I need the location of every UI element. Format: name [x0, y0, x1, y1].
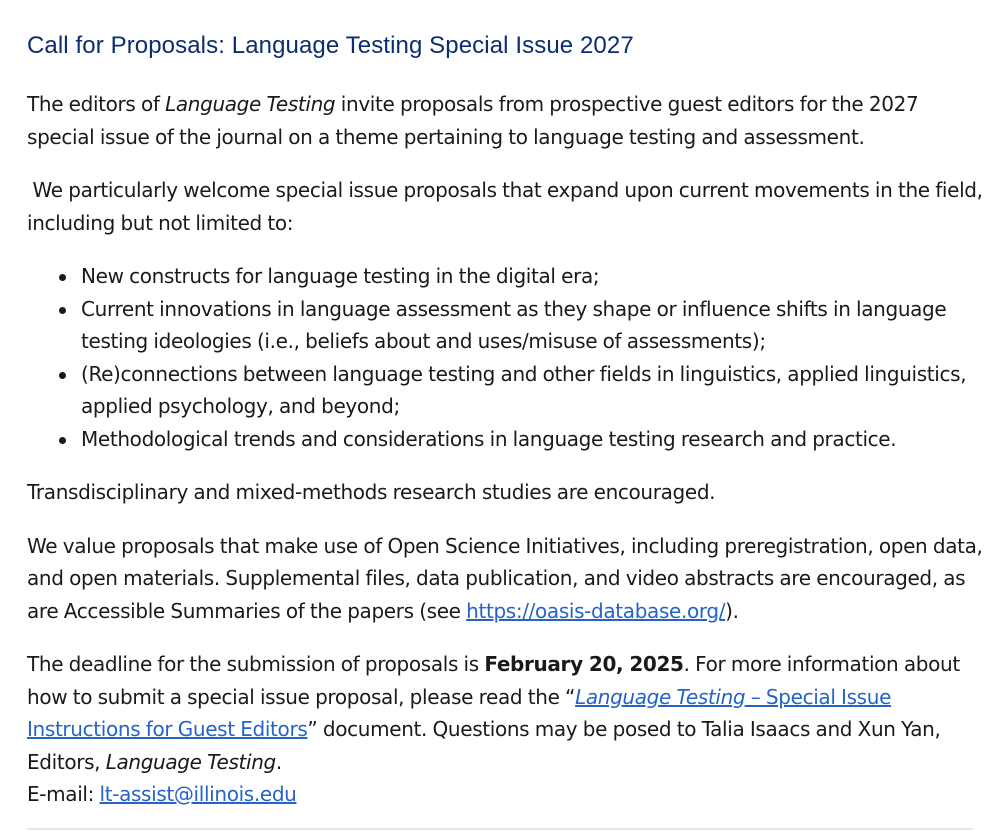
announcement: [27, 30, 987, 811]
journal-name: Language Testing: [105, 749, 276, 774]
link-journal-name: Language Testing: [575, 684, 746, 709]
topic-text: (Re)connections between language testing and other fields in linguistics, applied linguistics, applied psychology, and beyond;: [81, 361, 967, 418]
list-item: [81, 260, 987, 293]
intro-text-start: The editors of: [27, 92, 166, 116]
email-label: E-mail:: [27, 782, 100, 806]
deadline-text-middle: . For more information about how to submit a special issue proposal, please read the “: [27, 652, 960, 709]
topic-text: New constructs for language testing in the digital era;: [81, 264, 600, 288]
email-link[interactable]: lt-assist@illinois.edu: [99, 782, 297, 806]
journal-name: Language Testing: [165, 92, 336, 116]
divider: [27, 828, 973, 830]
open-science-end: ).: [725, 598, 739, 623]
intro-paragraph: [27, 88, 987, 153]
deadline-paragraph: [27, 648, 987, 811]
deadline-date: February 20, 2025: [484, 652, 684, 676]
intro-text-end: invite proposals from prospective guest editors for the 2027 special issue of the journal on a theme pertaining to language testing and assessment.: [27, 92, 919, 149]
bullet-icon: [59, 437, 66, 444]
topic-text: Current innovations in language assessment as they shape or influence shifts in language testing ideologies (i.e., beliefs about and uses/misuse of assessments);: [81, 296, 947, 353]
open-science-paragraph: [27, 530, 987, 628]
bullet-icon: [59, 274, 66, 281]
topics-list: [27, 260, 987, 455]
deadline-text-after: ” document. Questions may be posed to Talia Isaacs and Xun Yan, Editors,: [27, 717, 941, 774]
list-item: [81, 358, 987, 423]
transdisciplinary-paragraph: Transdisciplinary and mixed-methods research studies are encouraged.: [27, 480, 716, 504]
list-item: [81, 423, 987, 456]
link-text: – Special Issue Instructions for Guest Editors: [27, 684, 892, 741]
open-science-text: We value proposals that make use of Open Science Initiatives, including preregistration, open data, and open materials. Supplemental files, data publication, and video abstracts are encouraged, as are Accessible Summaries of the papers (see: [27, 533, 983, 623]
deadline-text-start: The deadline for the submission of proposals is: [27, 652, 485, 676]
bullet-icon: [59, 307, 66, 314]
oasis-link[interactable]: https://oasis-database.org/: [466, 598, 726, 623]
welcome-paragraph: We particularly welcome special issue proposals that expand upon current movements in the field, including but not limited to:: [27, 178, 989, 235]
list-item: [81, 293, 987, 358]
topic-text: Methodological trends and considerations in language testing research and practice.: [81, 426, 897, 451]
deadline-text-end: .: [275, 749, 282, 774]
page-title: Call for Proposals: Language Testing Special Issue 2027: [27, 32, 634, 59]
bullet-icon: [59, 372, 66, 379]
